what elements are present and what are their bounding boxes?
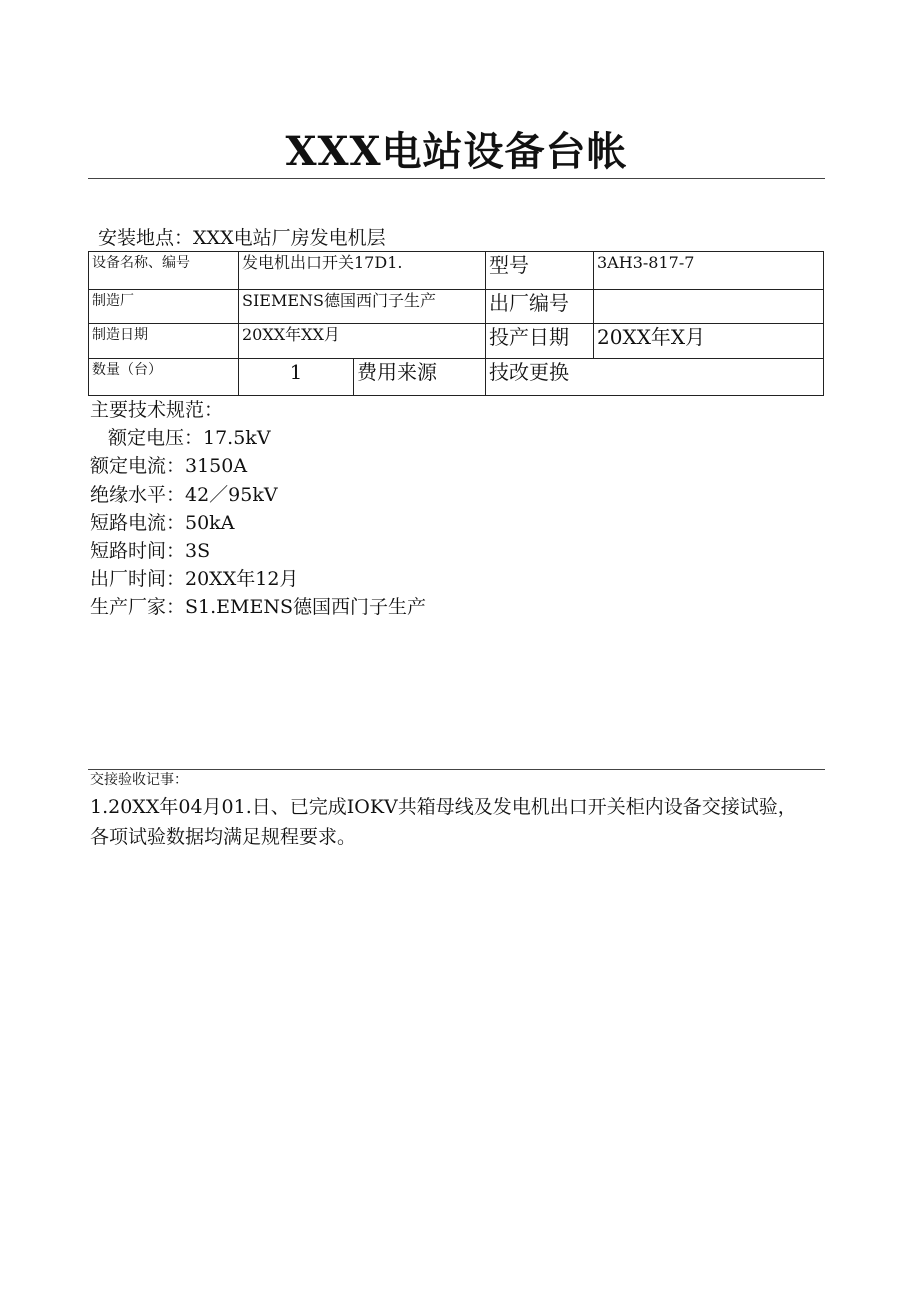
table-row (89, 324, 824, 359)
page-title: XXX电站设备台帐 (285, 128, 628, 175)
spec-rated-voltage: 额定电压：17.5kV (108, 427, 271, 450)
model-value: 3AH3-817-7 (594, 252, 824, 290)
install-location-label: 安装地点： (98, 227, 194, 249)
tech-specs (90, 396, 426, 622)
table-row (89, 290, 824, 324)
spec-rated-current: 额定电流：3150A (90, 455, 248, 478)
specs-heading: 主要技术规范： (90, 399, 224, 421)
quantity-value: 1 (239, 359, 354, 396)
manufacturer-value: SIEMENS德国西门子生产 (239, 290, 486, 324)
spec-manufacturer: 生产厂家：S1.EMENS德国西门子生产 (90, 596, 426, 619)
serial-number-value (594, 290, 824, 324)
title-divider (88, 178, 825, 179)
spec-insulation-level: 绝缘水平：42／95kV (90, 483, 278, 506)
model-label: 型号 (486, 252, 594, 290)
remarks-label: 交接验收记事： (90, 772, 188, 788)
funding-source-label: 费用来源 (354, 359, 486, 396)
serial-number-label: 出厂编号 (486, 290, 594, 324)
install-location-value: XXX电站厂房发电机层 (193, 227, 386, 249)
install-location (98, 225, 386, 251)
spec-short-circuit-time: 短路时间：3S (90, 540, 211, 563)
spec-factory-date: 出厂时间：20XX年12月 (90, 568, 299, 591)
table-row (89, 252, 824, 290)
remarks-body: 1.20XX年04月01.日、已完成IOKV共箱母线及发电机出口开关柜内设备交接试验，各项试验数据均满足规程要求。 (90, 796, 797, 848)
equipment-info-table (88, 251, 824, 396)
remarks-divider (88, 769, 825, 770)
quantity-label: 数量（台） (89, 359, 239, 396)
manufacturer-label: 制造厂 (89, 290, 239, 324)
table-row (89, 359, 824, 396)
equipment-name-value: 发电机出口开关17D1. (239, 252, 486, 290)
manufacture-date-label: 制造日期 (89, 324, 239, 359)
funding-source-value: 技改更换 (486, 359, 824, 396)
manufacture-date-value: 20XX年XX月 (239, 324, 486, 359)
commission-date-value: 20XX年X月 (594, 324, 824, 359)
commission-date-label: 投产日期 (486, 324, 594, 359)
equipment-name-label: 设备名称、编号 (89, 252, 239, 290)
spec-short-circuit-current: 短路电流：50kA (90, 511, 235, 534)
